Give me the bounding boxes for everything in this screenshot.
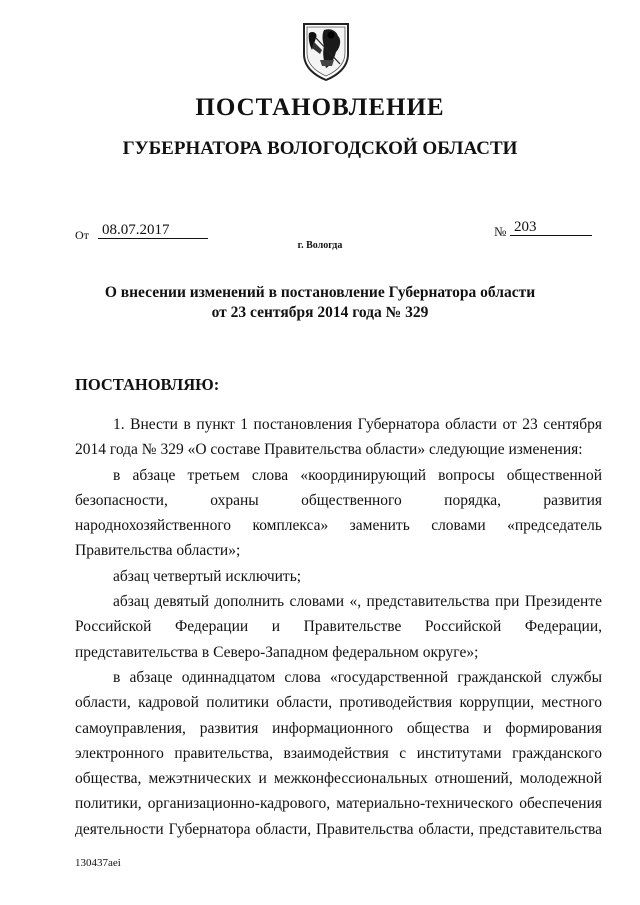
document-number: 203: [510, 219, 592, 236]
footer-code: 130437aei: [75, 857, 121, 869]
document-body: [75, 412, 602, 842]
paragraph-4: абзац девятый дополнить словами «, представительства при Президенте Российской Федерации и Правительстве Российской Федерации, представительства в Северо-Западном федеральном округе»;: [75, 593, 602, 661]
paragraph-1: 1. Внести в пункт 1 постановления Губернатора области от 23 сентября 2014 года № 329 «О составе Правительства области» следующие изменения:: [75, 416, 602, 459]
document-title: ПОСТАНОВЛЕНИЕ: [195, 94, 445, 121]
city-label: г. Вологда: [297, 240, 343, 251]
issuer-title: ГУБЕРНАТОРА ВОЛОГОДСКОЙ ОБЛАСТИ: [122, 138, 518, 159]
paragraph-2: в абзаце третьем слова «координирующий вопросы общественной безопасности, охраны общественного порядка, развития народнохозяйственного комплекса» заменить словами «председатель Правительства области»;: [75, 466, 602, 560]
subject-line-1: О внесении изменений в постановление Губернатора области: [104, 284, 536, 301]
number-prefix: №: [494, 224, 507, 239]
paragraph-5: в абзаце одиннадцатом слова «государственной гражданской службы области, кадровой политики области, противодействия коррупции, местного самоуправления, развития информационного общества и формирования электронного правительства, взаимодействия с институтами гражданского общества, межэтнических и межконфессиональных отношений, молодежной политики, организационно-кадрового, материально-технического обеспечения деятельности Губернатора области, Правительства области, представительства: [75, 668, 602, 838]
coat-of-arms-icon: [300, 20, 352, 82]
subject-line-2: от 23 сентября 2014 года № 329: [211, 304, 429, 321]
paragraph-3: абзац четвертый исключить;: [113, 567, 302, 585]
document-date: 08.07.2017: [98, 222, 208, 239]
document-subject: [0, 283, 640, 323]
decree-word: ПОСТАНОВЛЯЮ:: [75, 375, 220, 394]
date-prefix: От: [75, 228, 89, 242]
